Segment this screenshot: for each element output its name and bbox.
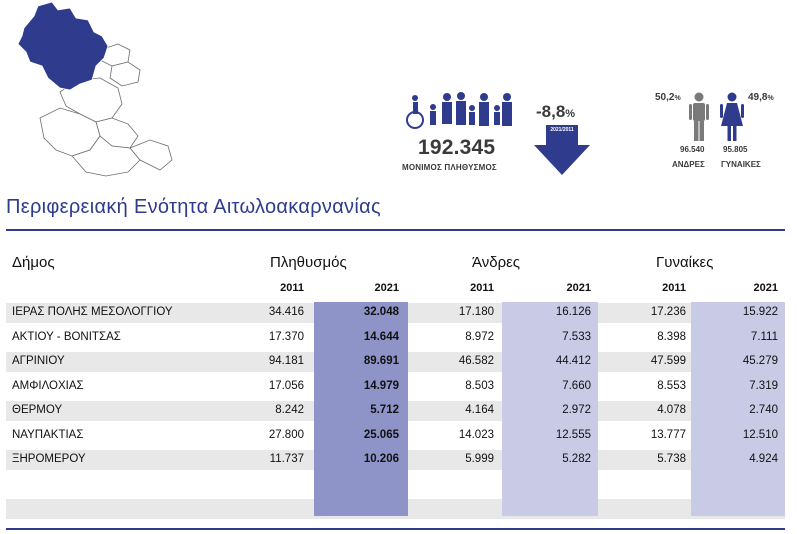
municipality-name: ΙΕΡΑΣ ΠΟΛΗΣ ΜΕΣΟΛΟΓΓΙΟΥ <box>12 306 173 318</box>
cell-women-2011: 5.738 <box>657 453 686 465</box>
municipality-name: ΝΑΥΠΑΚΤΙΑΣ <box>12 428 84 441</box>
cell-women-2011: 13.777 <box>650 428 686 441</box>
cell-women-2021: 45.279 <box>742 355 778 367</box>
year-header: 2011 <box>280 282 304 294</box>
cell-women-2011: 4.078 <box>657 404 686 416</box>
cell-men-2011: 8.972 <box>465 330 494 343</box>
header-women: Γυναίκες <box>656 254 714 271</box>
cell-pop-2021: 89.691 <box>363 355 399 367</box>
cell-women-2021: 2.740 <box>749 404 778 416</box>
cell-pop-2011: 17.370 <box>268 330 304 343</box>
region-map <box>0 0 190 185</box>
year-header: 2011 <box>662 282 686 294</box>
population-change-value <box>536 102 575 122</box>
cell-women-2021: 4.924 <box>749 453 778 465</box>
cell-pop-2011: 8.242 <box>275 404 304 416</box>
cell-men-2021: 2.972 <box>562 404 591 416</box>
female-percentage <box>748 92 774 103</box>
cell-men-2011: 8.503 <box>465 379 494 392</box>
cell-men-2021: 5.282 <box>562 453 591 465</box>
cell-pop-2021: 25.065 <box>363 428 399 441</box>
cell-women-2021: 12.510 <box>742 428 778 441</box>
cell-pop-2011: 27.800 <box>268 428 304 441</box>
male-icon <box>688 92 710 142</box>
female-pct-number: 49,8 <box>748 92 768 103</box>
cell-pop-2021: 10.206 <box>363 453 399 465</box>
male-pct-unit: % <box>674 95 681 102</box>
municipality-name: ΑΜΦΙΛΟΧΙΑΣ <box>12 379 84 392</box>
cell-men-2021: 16.126 <box>555 306 591 318</box>
municipality-name: ΞΗΡΟΜΕΡΟΥ <box>12 453 86 465</box>
cell-women-2011: 8.398 <box>657 330 686 343</box>
page-title: Περιφερειακή Ενότητα Αιτωλοακαρνανίας <box>6 196 381 218</box>
cell-men-2011: 5.999 <box>465 453 494 465</box>
male-value: 96.540 <box>680 145 705 154</box>
header-population: Πληθυσμός <box>270 254 347 271</box>
female-icon <box>720 92 744 142</box>
bottom-divider <box>6 528 785 530</box>
male-label: ΑΝΔΡΕΣ <box>672 160 705 169</box>
male-percentage <box>655 92 681 103</box>
cell-pop-2021: 32.048 <box>363 306 399 318</box>
cell-men-2021: 44.412 <box>555 355 591 367</box>
cell-women-2011: 17.236 <box>650 306 686 318</box>
year-header: 2011 <box>470 282 494 294</box>
title-divider <box>6 229 785 231</box>
cell-pop-2021: 14.979 <box>363 379 399 392</box>
header-municipality: Δήμος <box>12 254 55 271</box>
cell-men-2021: 7.660 <box>562 379 591 392</box>
cell-pop-2011: 94.181 <box>268 355 304 367</box>
change-number: -8,8 <box>536 102 566 121</box>
population-people-icon <box>405 92 513 132</box>
female-pct-unit: % <box>767 95 774 102</box>
cell-pop-2011: 17.056 <box>268 379 304 392</box>
total-population-label: ΜΟΝΙΜΟΣ ΠΛΗΘΥΣΜΟΣ <box>402 163 497 172</box>
cell-women-2021: 7.111 <box>750 330 778 343</box>
cell-men-2011: 4.164 <box>465 404 494 416</box>
header-men: Άνδρες <box>472 254 521 271</box>
cell-pop-2011: 11.737 <box>269 453 304 465</box>
cell-men-2011: 14.023 <box>458 428 494 441</box>
cell-men-2021: 7.533 <box>562 330 591 343</box>
map-highlight-region <box>18 2 108 90</box>
cell-pop-2021: 5.712 <box>370 404 399 416</box>
municipality-name: ΑΚΤΙΟΥ - ΒΟΝΙΤΣΑΣ <box>12 330 121 343</box>
cell-women-2011: 8.553 <box>657 379 686 392</box>
female-value: 95.805 <box>723 145 748 154</box>
cell-men-2011: 46.582 <box>458 355 494 367</box>
cell-men-2021: 12.555 <box>555 428 591 441</box>
cell-pop-2021: 14.644 <box>363 330 399 343</box>
cell-pop-2011: 34.416 <box>268 306 304 318</box>
year-header: 2021 <box>753 282 778 294</box>
cell-women-2021: 7.319 <box>749 379 778 392</box>
cell-women-2021: 15.922 <box>742 306 778 318</box>
cell-women-2011: 47.599 <box>650 355 686 367</box>
municipality-name: ΑΓΡΙΝΙΟΥ <box>12 355 65 367</box>
change-period: 2021/2011 <box>550 127 574 133</box>
female-label: ΓΥΝΑΙΚΕΣ <box>721 160 761 169</box>
male-pct-number: 50,2 <box>655 92 675 103</box>
cell-men-2011: 17.180 <box>458 306 494 318</box>
municipality-name: ΘΕΡΜΟΥ <box>12 404 63 416</box>
year-header: 2021 <box>566 282 591 294</box>
year-header: 2021 <box>374 282 399 294</box>
change-unit: % <box>565 108 576 120</box>
total-population-value: 192.345 <box>418 136 496 159</box>
